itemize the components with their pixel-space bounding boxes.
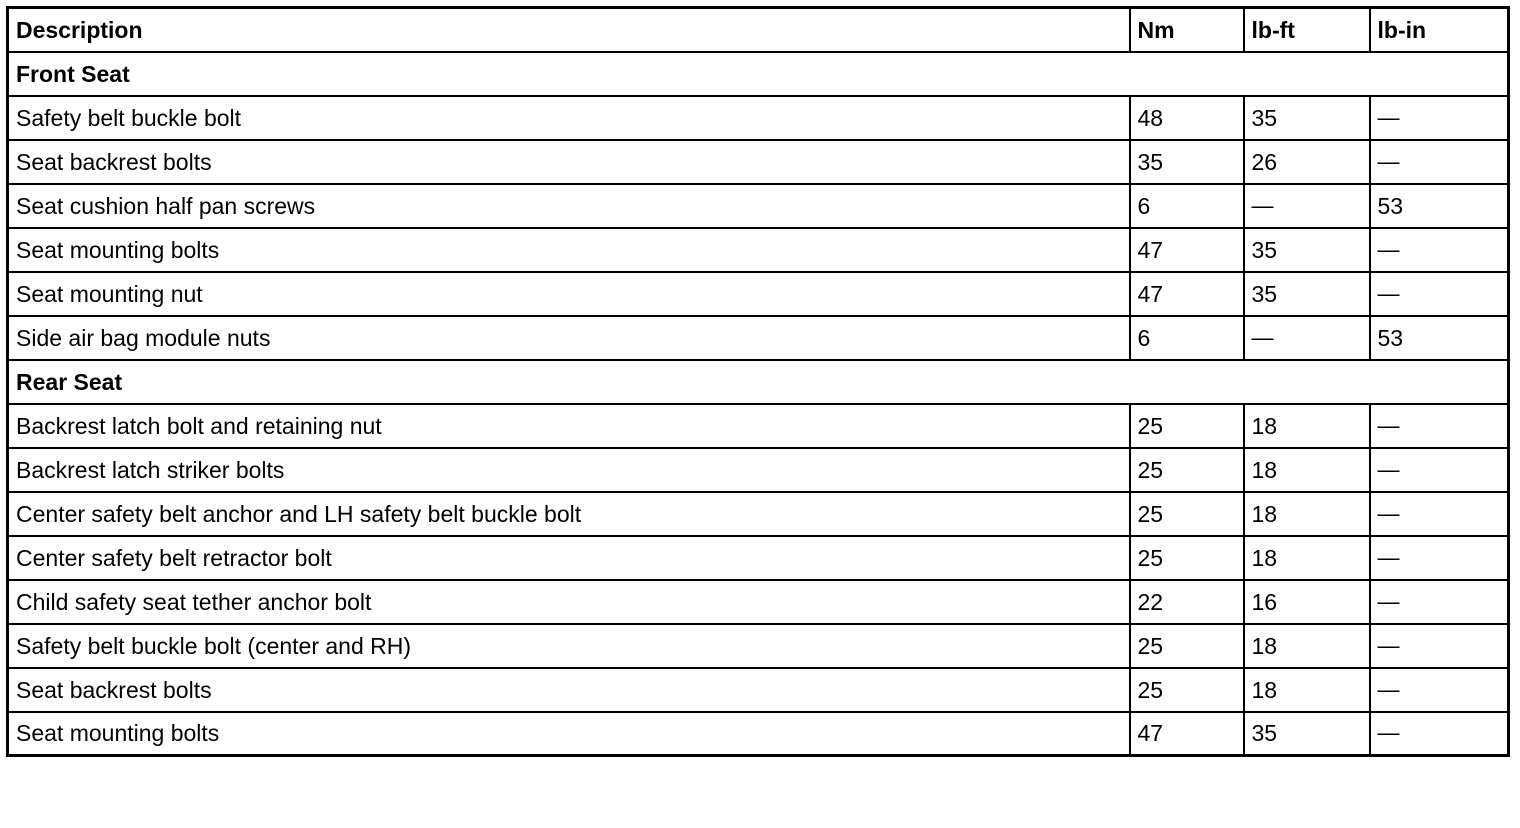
cell-description: Safety belt buckle bolt [8,96,1130,140]
cell-lbin: — [1370,536,1509,580]
cell-description: Center safety belt retractor bolt [8,536,1130,580]
table-row [8,184,1509,228]
cell-lbft: 35 [1244,96,1370,140]
section-title: Front Seat [8,52,1509,96]
cell-nm: 25 [1130,448,1244,492]
table-row [8,668,1509,712]
cell-lbft: 18 [1244,536,1370,580]
table-header-row [8,8,1509,52]
cell-lbin: — [1370,96,1509,140]
cell-lbin: — [1370,668,1509,712]
cell-lbin: — [1370,492,1509,536]
cell-description: Seat mounting nut [8,272,1130,316]
cell-lbin: 53 [1370,316,1509,360]
cell-lbin: — [1370,272,1509,316]
cell-lbft: 35 [1244,228,1370,272]
table-row [8,316,1509,360]
table-row [8,404,1509,448]
table-row [8,492,1509,536]
cell-nm: 6 [1130,316,1244,360]
table-row [8,272,1509,316]
cell-nm: 47 [1130,712,1244,756]
cell-nm: 47 [1130,272,1244,316]
cell-nm: 25 [1130,492,1244,536]
cell-description: Seat mounting bolts [8,228,1130,272]
cell-lbin: — [1370,140,1509,184]
cell-lbft: 35 [1244,712,1370,756]
cell-description: Seat backrest bolts [8,140,1130,184]
cell-nm: 25 [1130,536,1244,580]
cell-description: Backrest latch striker bolts [8,448,1130,492]
cell-description: Backrest latch bolt and retaining nut [8,404,1130,448]
table-row [8,96,1509,140]
section-row-front-seat [8,52,1509,96]
table-row [8,712,1509,756]
table-row [8,580,1509,624]
cell-lbft: 18 [1244,448,1370,492]
cell-lbft: 18 [1244,404,1370,448]
cell-nm: 25 [1130,404,1244,448]
cell-description: Side air bag module nuts [8,316,1130,360]
cell-nm: 48 [1130,96,1244,140]
header-lbft: lb-ft [1244,8,1370,52]
cell-lbin: — [1370,228,1509,272]
cell-lbin: — [1370,580,1509,624]
table-row [8,140,1509,184]
header-nm: Nm [1130,8,1244,52]
cell-description: Seat backrest bolts [8,668,1130,712]
cell-lbft: 18 [1244,492,1370,536]
cell-lbft: — [1244,316,1370,360]
cell-lbft: 18 [1244,668,1370,712]
cell-lbft: 35 [1244,272,1370,316]
section-title: Rear Seat [8,360,1509,404]
cell-nm: 25 [1130,668,1244,712]
section-row-rear-seat [8,360,1509,404]
cell-description: Child safety seat tether anchor bolt [8,580,1130,624]
cell-nm: 47 [1130,228,1244,272]
table-row [8,536,1509,580]
cell-lbin: — [1370,448,1509,492]
cell-nm: 6 [1130,184,1244,228]
cell-nm: 22 [1130,580,1244,624]
table-row [8,624,1509,668]
cell-nm: 25 [1130,624,1244,668]
cell-lbft: 18 [1244,624,1370,668]
table-row [8,228,1509,272]
cell-description: Safety belt buckle bolt (center and RH) [8,624,1130,668]
cell-lbft: 26 [1244,140,1370,184]
torque-specifications-table [6,6,1510,757]
cell-description: Seat mounting bolts [8,712,1130,756]
table-row [8,448,1509,492]
cell-lbin: — [1370,712,1509,756]
cell-description: Center safety belt anchor and LH safety belt buckle bolt [8,492,1130,536]
cell-nm: 35 [1130,140,1244,184]
cell-lbin: — [1370,624,1509,668]
cell-lbin: — [1370,404,1509,448]
cell-lbft: 16 [1244,580,1370,624]
cell-lbin: 53 [1370,184,1509,228]
cell-lbft: — [1244,184,1370,228]
cell-description: Seat cushion half pan screws [8,184,1130,228]
header-lbin: lb-in [1370,8,1509,52]
header-description: Description [8,8,1130,52]
